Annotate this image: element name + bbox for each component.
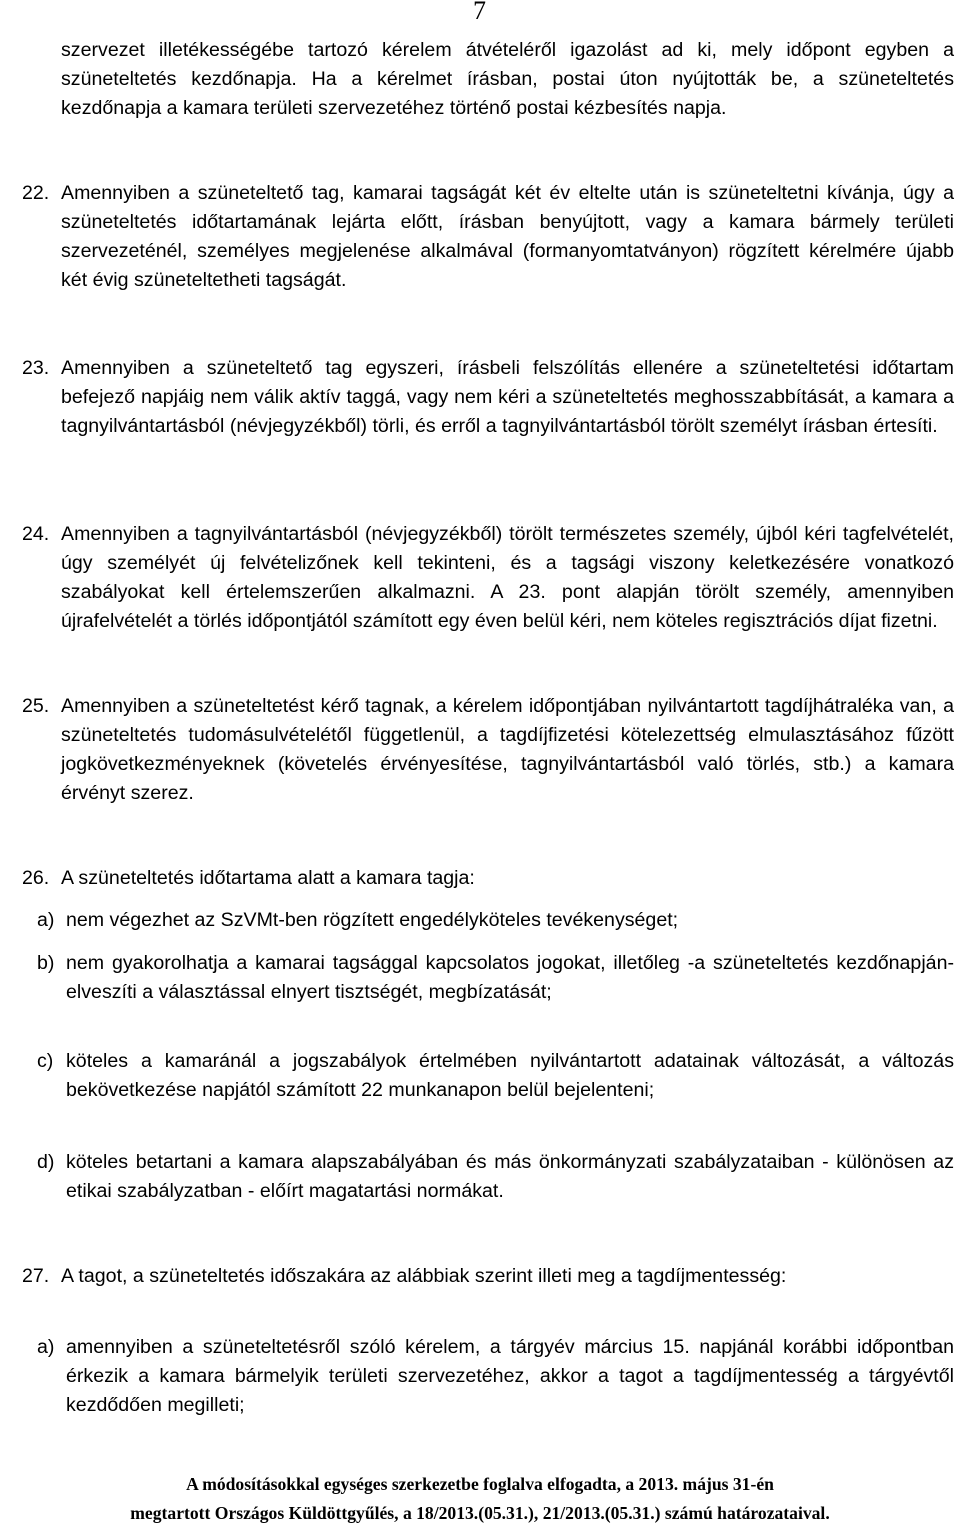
section-number: 26. bbox=[22, 867, 50, 889]
section-text: Amennyiben a szüneteltető tag, kamarai tagságát két év eltelte után is szüneteltetni kívánja, úgy a szüneteltetés időtartamának lejárta előtt, írásban benyújtott, vagy a kamara bármely területi szervezeténél, személyes megjelenése alkalmával (formanyomtatványon) rögzített kérelmére újabb két évig szüneteltetheti tagságát. bbox=[61, 182, 954, 291]
item-text: nem gyakorolhatja a kamarai tagsággal kapcsolatos jogokat, illetőleg -a szüneteltetés kezdőnapján- elveszíti a választással elnyert tisztségét, megbízatását; bbox=[66, 952, 954, 1003]
item-letter: a) bbox=[37, 909, 55, 931]
section-number: 23. bbox=[22, 357, 50, 379]
item-text: nem végezhet az SzVMt-ben rögzített engedélyköteles tevékenységet; bbox=[66, 909, 679, 931]
section-number: 25. bbox=[22, 695, 50, 717]
section-26-item-b bbox=[37, 949, 954, 1007]
section-27-item-a bbox=[37, 1333, 954, 1420]
page-number: 7 bbox=[473, 0, 486, 25]
section-27 bbox=[22, 1262, 954, 1291]
section-number: 24. bbox=[22, 523, 50, 545]
intro-paragraph: szervezet illetékességébe tartozó kérelem átvételéről igazolást ad ki, mely időpont egyben a szüneteltetés kezdőnapja. Ha a kérelmet írásban, postai úton nyújtották be, a szüneteltetés kezdőnapja a kamara területi szervezetéhez történő postai kézbesítés napja. bbox=[61, 39, 954, 119]
section-number: 22. bbox=[22, 182, 50, 204]
item-text: amennyiben a szüneteltetésről szóló kérelem, a tárgyév március 15. napjánál korábbi időpontban érkezik a kamara bármelyik területi szervezetéhez, akkor a tagot a tagdíjmentesség a tárgyévtől kezdődően megilleti; bbox=[66, 1336, 954, 1416]
item-text: köteles betartani a kamara alapszabályában és más önkormányzati szabályzataiban - különösen az etikai szabályzatban - előírt magatartási normákat. bbox=[66, 1151, 954, 1202]
item-letter: c) bbox=[37, 1050, 54, 1072]
section-25 bbox=[22, 692, 954, 808]
section-26-item-a bbox=[37, 906, 954, 935]
footer-line-1: A módosításokkal egységes szerkezetbe foglalva elfogadta, a 2013. május 31-én bbox=[186, 1474, 774, 1494]
section-23 bbox=[22, 354, 954, 441]
page-footer bbox=[0, 1470, 960, 1528]
section-26 bbox=[22, 864, 954, 893]
item-letter: d) bbox=[37, 1151, 55, 1173]
footer-line-2: megtartott Országos Küldöttgyűlés, a 18/2013.(05.31.), 21/2013.(05.31.) számú határozataival. bbox=[130, 1503, 830, 1523]
section-text: Amennyiben a szüneteltetést kérő tagnak, a kérelem időpontjában nyilvántartott tagdíjhátraléka van, a szüneteltetés tudomásulvételétől függetlenül, a tagdíjfizetési kötelezettség elmulasztásához fűzött jogkövetkezményeknek (követelés érvényesítése, tagnyilvántartásból való törlés, stb.) a kamara érvényt szerez. bbox=[61, 695, 954, 804]
section-24 bbox=[22, 520, 954, 636]
item-letter: b) bbox=[37, 952, 55, 974]
section-26-item-d bbox=[37, 1148, 954, 1206]
section-text: Amennyiben a szüneteltető tag egyszeri, írásbeli felszólítás ellenére a szüneteltetési időtartam befejező napjáig nem válik aktív taggá, vagy nem kéri a szüneteltetés meghosszabbítását, a kamara a tagnyilvántartásból (névjegyzékből) törli, és erről a tagnyilvántartásból törölt személyt írásban értesíti. bbox=[61, 357, 954, 437]
section-22 bbox=[22, 179, 954, 295]
section-text: A tagot, a szüneteltetés időszakára az alábbiak szerint illeti meg a tagdíjmentesség: bbox=[61, 1265, 787, 1287]
section-26-item-c bbox=[37, 1047, 954, 1105]
item-text: köteles a kamaránál a jogszabályok értelmében nyilvántartott adatainak változását, a változás bekövetkezése napjától számított 22 munkanapon belül bejelenteni; bbox=[66, 1050, 954, 1101]
section-text: Amennyiben a tagnyilvántartásból (névjegyzékből) törölt természetes személy, újból kéri tagfelvételét, úgy személyét új felvételizőnek kell tekinteni, és a tagsági viszony keletkezésére vonatkozó szabályokat kell értelemszerűen alkalmazni. A 23. pont alapján törölt személy, amennyiben újrafelvételét a törlés időpontjától számított egy éven belül kéri, nem köteles regisztrációs díjat fizetni. bbox=[61, 523, 954, 632]
section-text: A szüneteltetés időtartama alatt a kamara tagja: bbox=[61, 867, 475, 889]
item-letter: a) bbox=[37, 1336, 55, 1358]
section-number: 27. bbox=[22, 1265, 50, 1287]
